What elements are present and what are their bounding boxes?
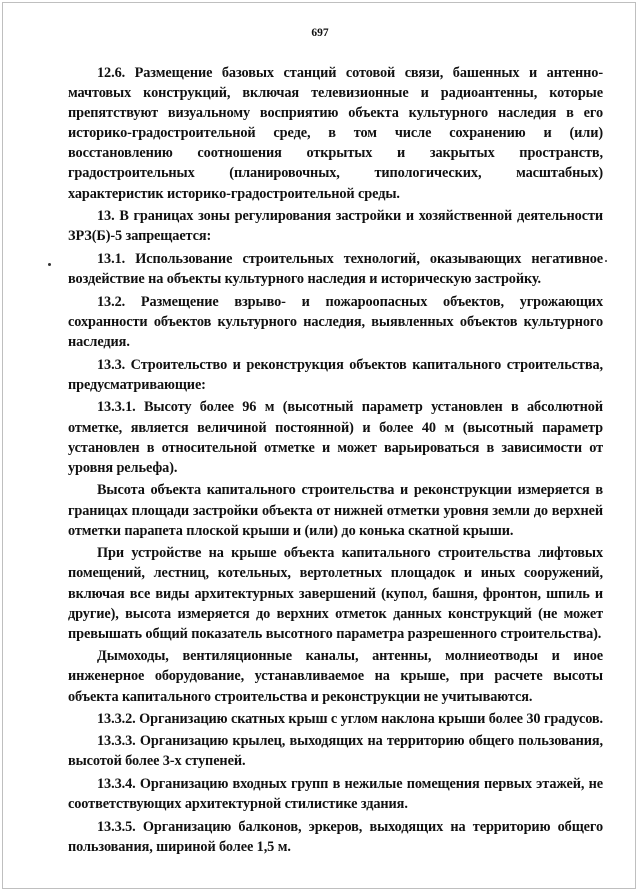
document-body bbox=[68, 63, 603, 859]
paragraph-13-3-3: 13.3.3. Организацию крылец, выходящих на территорию общего пользования, высотой более 3-х ступеней. bbox=[68, 732, 603, 770]
paragraph-13-2: 13.2. Размещение взрыво- и пожароопасных объектов, угрожающих сохранности объектов культурного наследия, выявленных объектов культурного наследия. bbox=[68, 293, 603, 350]
paragraph-13-1: 13.1. Использование строительных технологий, оказывающих негативное воздействие на объекты культурного наследия и историческую застройку. bbox=[68, 251, 603, 288]
scan-speck bbox=[605, 260, 607, 262]
paragraph-height-measurement: Высота объекта капитального строительства и реконструкции измеряется в границах площади застройки объекта от нижней отметки уровня земли до верхней отметки парапета плоской крыши и (или) до конька скатной крыши. bbox=[68, 482, 603, 539]
paragraph-13-3-2: 13.3.2. Организацию скатных крыш с углом наклона крыши более 30 градусов. bbox=[97, 711, 604, 728]
paragraph-13-3-1: 13.3.1. Высоту более 96 м (высотный параметр установлен в абсолютной отметке, является величиной постоянной) и более 40 м (высотный параметр установлен в относительной отметке и может варьироваться в зависимости от уровня рельефа). bbox=[68, 399, 603, 476]
page-number: 697 bbox=[311, 27, 329, 39]
paragraph-13-3-4: 13.3.4. Организацию входных групп в нежилые помещения первых этажей, не соответствующих архитектурной стилистике здания. bbox=[68, 775, 603, 812]
paragraph-12-6: 12.6. Размещение базовых станций сотовой связи, башенных и антенно-мачтовых конструкций, включая телевизионные и радиоантенны, которые препятствуют визуальному восприятию объекта культурного наследия в его историко-градостроительной среде, в том числе сохранению и (или) восстановлению соотношения открытых и закрытых пространств, градостроительных (планировочных, типологических, масштабных) характеристик историко-градостроительной среды. bbox=[68, 65, 603, 202]
paragraph-13-3: 13.3. Строительство и реконструкция объектов капитального строительства, предусматривающие: bbox=[68, 356, 603, 393]
paragraph-13-3-5: 13.3.5. Организацию балконов, эркеров, выходящих на территорию общего пользования, шириной более 1,5 м. bbox=[68, 818, 603, 855]
paragraph-13: 13. В границах зоны регулирования застройки и хозяйственной деятельности ЗРЗ(Б)-5 запрещается: bbox=[68, 208, 603, 245]
paragraph-roof-equipment: Дымоходы, вентиляционные каналы, антенны, молниеотводы и иное инженерное оборудование, устанавливаемое на крыше, при расчете высоты объекта капитального строительства и реконструкции не учитываются. bbox=[68, 648, 603, 705]
scan-speck bbox=[48, 263, 51, 266]
paragraph-roof-structures: При устройстве на крыше объекта капитального строительства лифтовых помещений, лестниц, котельных, вертолетных площадок и иных сооружений, включая все виды архитектурных завершений (купол, башня, фронтон, шпиль и другие), высота измеряется до верхних отметок данных конструкций (не может превышать общий показатель высотного параметра разрешенного строительства). bbox=[68, 545, 603, 642]
